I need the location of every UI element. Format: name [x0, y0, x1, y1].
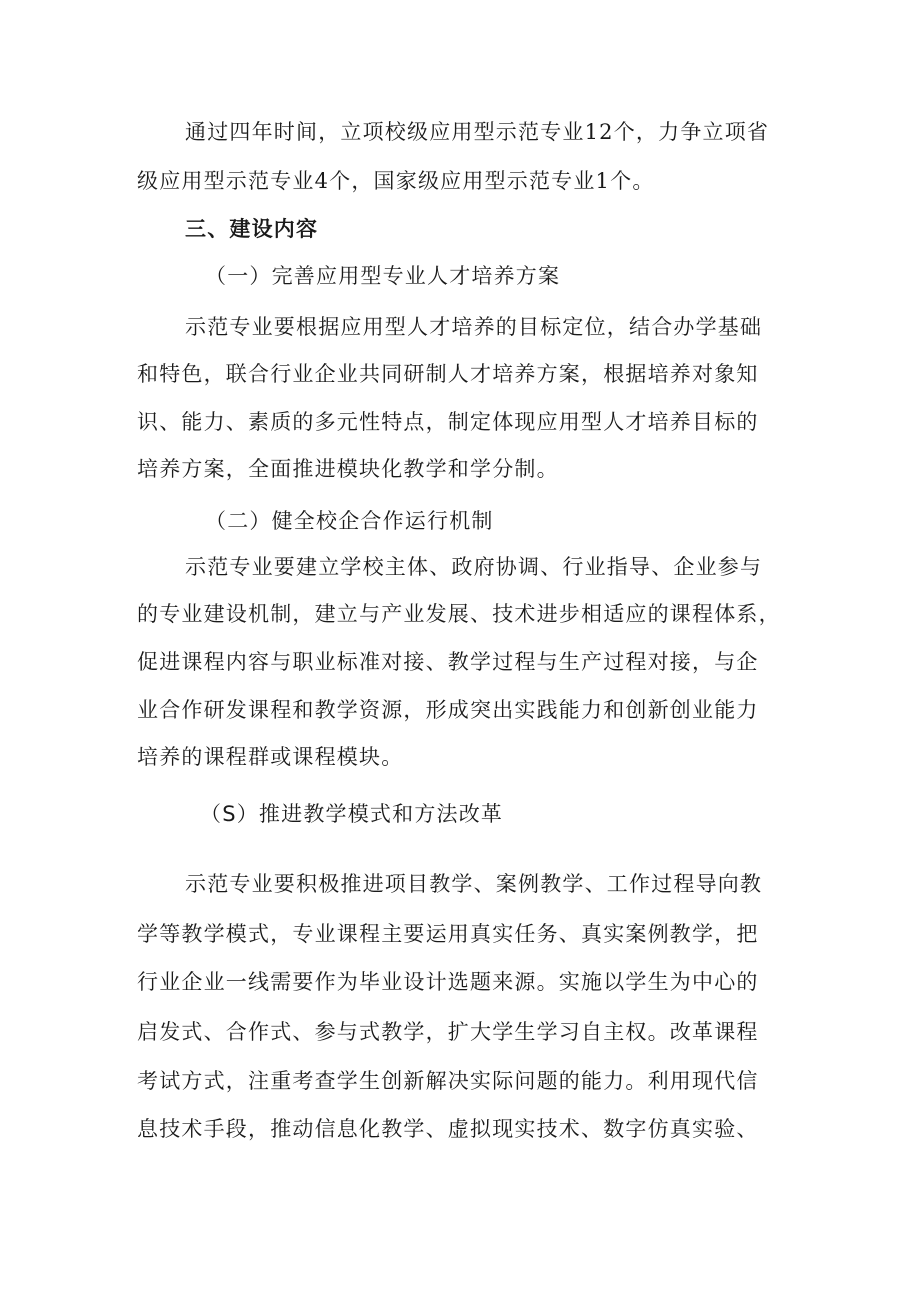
subsection-2-line-4: 业合作研发课程和教学资源，形成突出实践能力和创新创业能力: [137, 698, 759, 722]
subsection-3-line-6: 息技术手段，推动信息化教学、虚拟现实技术、数字仿真实验、: [137, 1117, 759, 1141]
subsection-2-title: （二）健全校企合作运行机制: [205, 509, 494, 533]
subsection-3-title: （S）推进教学模式和方法改革: [200, 802, 504, 826]
subsection-3-line-5: 考试方式，注重考查学生创新解决实际问题的能力。利用现代信: [137, 1069, 759, 1093]
subsection-3-line-2: 学等教学模式，专业课程主要运用真实任务、真实案例教学，把: [137, 922, 759, 946]
subsection-1-line-1: 示范专业要根据应用型人才培养的目标定位，结合办学基础: [185, 315, 763, 339]
subsection-3-line-4: 启发式、合作式、参与式教学，扩大学生学习自主权。改革课程: [137, 1020, 759, 1044]
subsection-1-line-2: 和特色，联合行业企业共同研制人才培养方案，根据培养对象知: [137, 362, 759, 386]
subsection-3-line-1: 示范专业要积极推进项目教学、案例教学、工作过程导向教: [185, 872, 763, 896]
subsection-2-line-3: 促进课程内容与职业标准对接、教学过程与生产过程对接，与企: [137, 650, 759, 674]
subsection-2-line-5: 培养的课程群或课程模块。: [137, 745, 404, 769]
subsection-1-title: （一）完善应用型专业人才培养方案: [205, 264, 561, 288]
subsection-1-line-3: 识、能力、素质的多元性特点，制定体现应用型人才培养目标的: [137, 410, 759, 434]
subsection-2-line-1: 示范专业要建立学校主体、政府协调、行业指导、企业参与: [185, 555, 763, 579]
subsection-3-line-3: 行业企业一线需要作为毕业设计选题来源。实施以学生为中心的: [137, 970, 759, 994]
subsection-1-line-4: 培养方案，全面推进模块化教学和学分制。: [137, 457, 559, 481]
section-title: 三、建设内容: [185, 217, 319, 241]
subsection-2-line-2: 的专业建设机制，建立与产业发展、技术进步相适应的课程体系，: [137, 602, 781, 626]
intro-line-1: 通过四年时间，立项校级应用型示范专业12个，力争立项省: [185, 120, 770, 144]
intro-line-2: 级应用型示范专业4个，国家级应用型示范专业1个。: [137, 169, 655, 193]
